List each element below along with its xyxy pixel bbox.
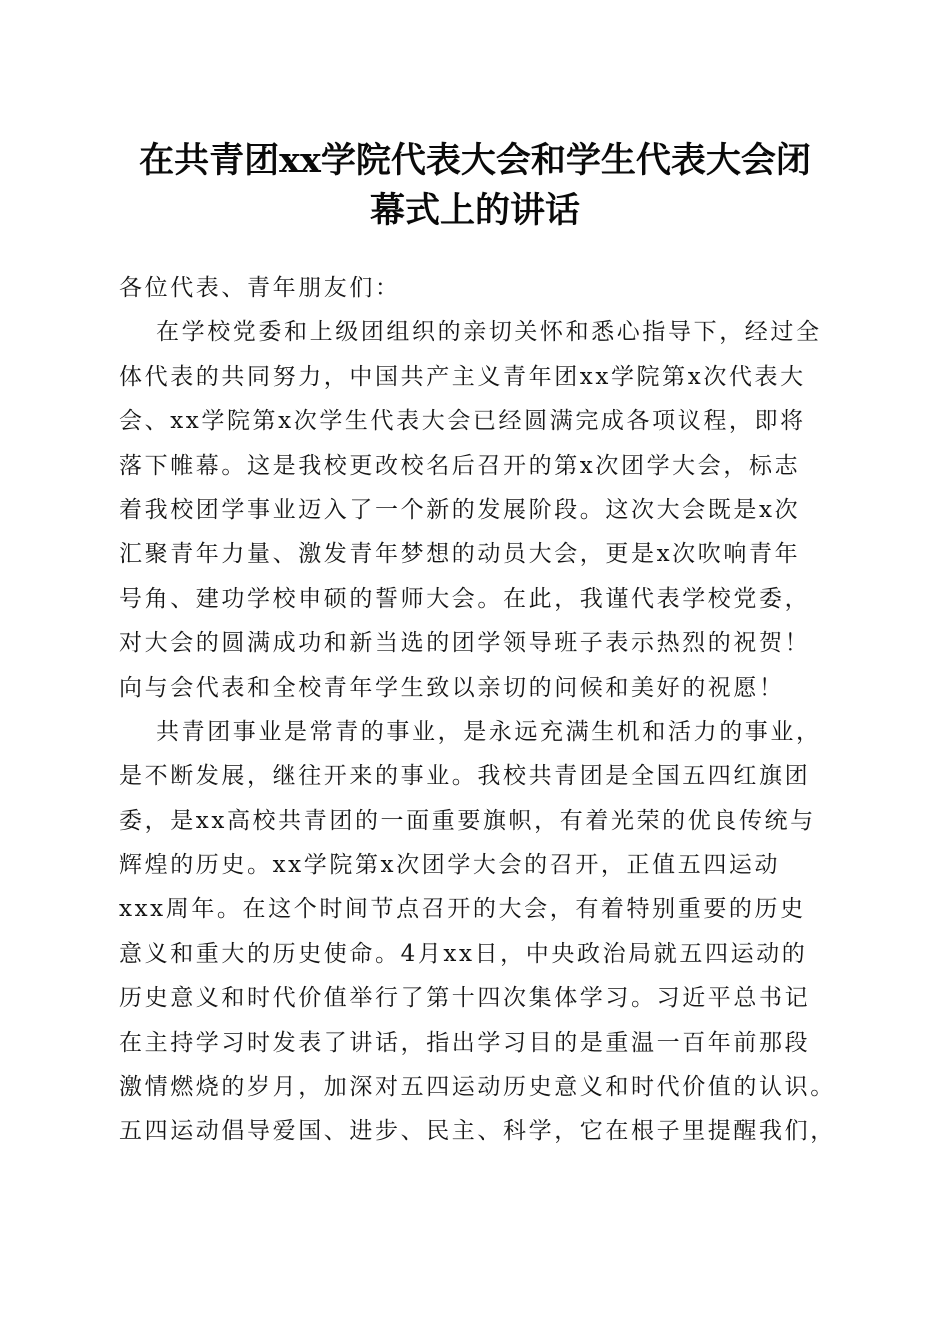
paragraph-line: 辉煌的历史。xx学院第x次团学大会的召开，正值五四运动: [119, 852, 781, 879]
paragraph-line: 激情燃烧的岁月，加深对五四运动历史意义和时代价值的认识。: [119, 1074, 836, 1101]
paragraph-line: 会、xx学院第x次学生代表大会已经圆满完成各项议程，即将: [119, 408, 806, 435]
paragraph-line: 着我校团学事业迈入了一个新的发展阶段。这次大会既是x次: [119, 496, 801, 523]
paragraph-line: 向与会代表和全校青年学生致以亲切的问候和美好的祝愿！: [119, 674, 785, 701]
paragraph-line: xxx周年。在这个时间节点召开的大会，有着特别重要的历史: [119, 896, 806, 923]
paragraph-line: 汇聚青年力量、激发青年梦想的动员大会，更是x次吹响青年: [119, 541, 801, 568]
paragraph-line: 号角、建功学校申硕的誓师大会。在此，我谨代表学校党委，: [119, 585, 811, 612]
document-body: [119, 266, 839, 1154]
title-line-1: 在共青团xx学院代表大会和学生代表大会闭: [139, 140, 811, 181]
title-line-2: 幕式上的讲话: [369, 190, 580, 231]
paragraph-line: 意义和重大的历史使命。4月xx日，中央政治局就五四运动的: [119, 940, 808, 967]
paragraph-line: 在主持学习时发表了讲话，指出学习目的是重温一百年前那段: [119, 1029, 811, 1056]
paragraph-line: 历史意义和时代价值举行了第十四次集体学习。习近平总书记: [119, 985, 811, 1012]
paragraph-line: 委，是xx高校共青团的一面重要旗帜，有着光荣的优良传统与: [119, 807, 816, 834]
paragraph-line: 体代表的共同努力，中国共产主义青年团xx学院第x次代表大: [119, 363, 806, 390]
paragraph-line: 共青团事业是常青的事业，是永远充满生机和活力的事业，: [156, 718, 822, 745]
paragraph-line: 对大会的圆满成功和新当选的团学领导班子表示热烈的祝贺！: [119, 630, 811, 657]
salutation-line: 各位代表、青年朋友们：: [119, 275, 401, 301]
paragraph-line: 落下帷幕。这是我校更改校名后召开的第x次团学大会，标志: [119, 452, 801, 479]
paragraph-line: 是不断发展，继往开来的事业。我校共青团是全国五四红旗团: [119, 763, 811, 790]
document-title: [100, 136, 850, 236]
paragraph-line: 五四运动倡导爱国、进步、民主、科学，它在根子里提醒我们，: [119, 1118, 836, 1145]
paragraph-line: 在学校党委和上级团组织的亲切关怀和悉心指导下，经过全: [156, 319, 822, 346]
